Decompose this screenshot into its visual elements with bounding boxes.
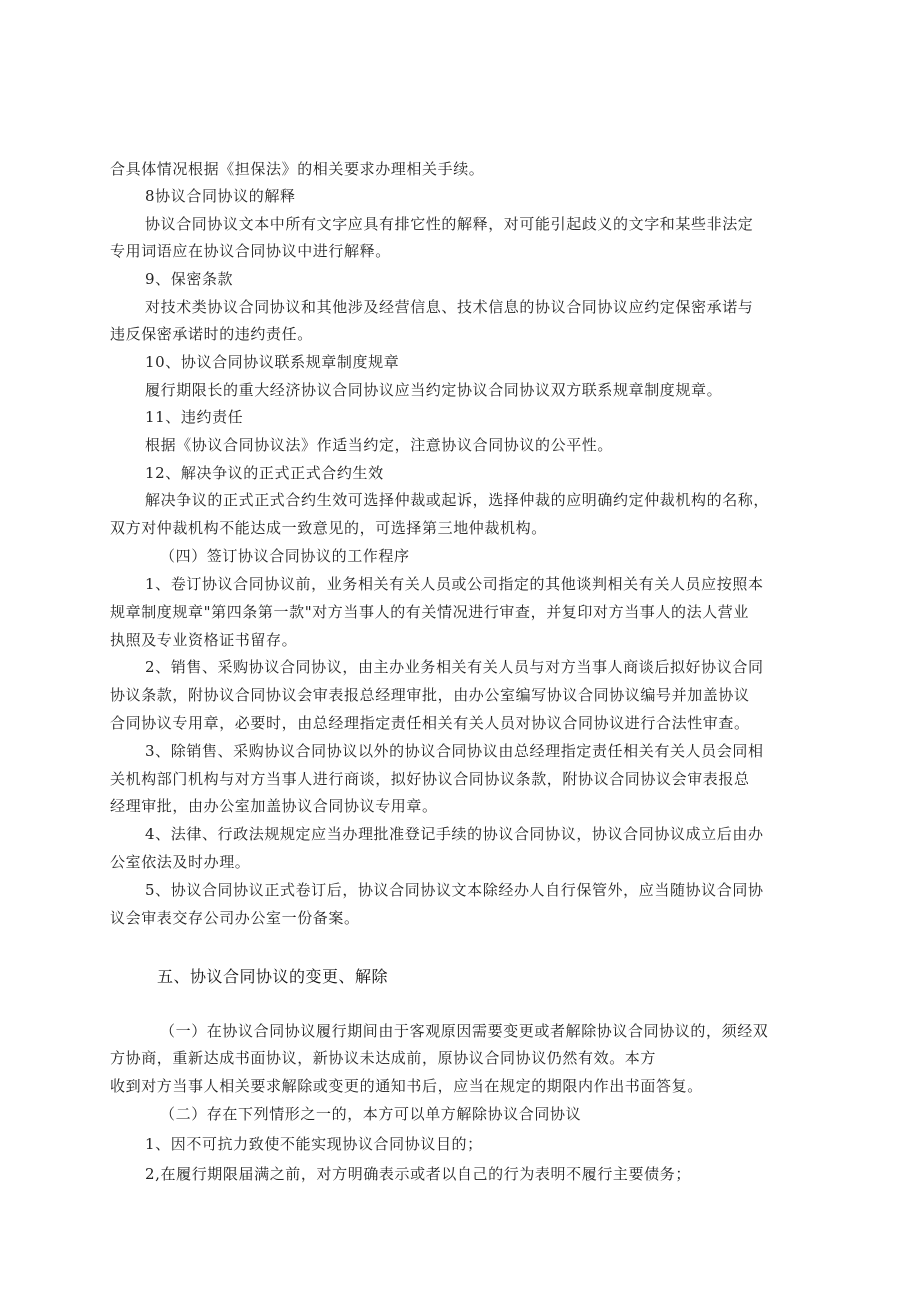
- text-line: 收到对方当事人相关要求解除或变更的通知书后，应当在规定的期限内作出书面答复。: [110, 1077, 703, 1095]
- text-line: 履行期限长的重大经济协议合同协议应当约定协议合同协议双方联系规章制度规章。: [145, 381, 723, 399]
- text-line: 公室依法及时办理。: [110, 853, 251, 871]
- text-line: 双方对仲裁机构不能达成一致意见的，可选择第三地仲裁机构。: [110, 519, 547, 537]
- text-line: 关机构部门机构与对方当事人进行商谈，拟好协议合同协议条款，附协议合同协议会审表报总: [110, 770, 750, 788]
- clause-heading: 10、协议合同协议联系规章制度规章: [145, 353, 400, 371]
- text-line: 3、除销售、采购协议合同协议以外的协议合同协议由总经理指定责任相关有关人员会同相: [145, 742, 764, 760]
- text-line: （一）在协议合同协议履行期间由于客观原因需要变更或者解除协议合同协议的，须经双: [160, 1022, 769, 1040]
- text-line: 1、因不可抗力致使不能实现协议合同协议目的；: [145, 1135, 483, 1153]
- subsection-heading: （四）签订协议合同协议的工作程序: [160, 547, 410, 565]
- section-heading: 五、协议合同协议的变更、解除: [157, 967, 389, 986]
- text-line: 议会审表交存公司办公室一份备案。: [110, 909, 360, 927]
- text-line: 专用词语应在协议合同协议中进行解释。: [110, 242, 391, 260]
- text-line: 4、法律、行政法规规定应当办理批准登记手续的协议合同协议，协议合同协议成立后由办: [145, 825, 764, 843]
- subsection-heading: （二）存在下列情形之一的，本方可以单方解除协议合同协议: [160, 1105, 582, 1123]
- text-line: 违反保密承诺时的违约责任。: [110, 325, 313, 343]
- text-line: 协议条款，附协议合同协议会审表报总经理审批，由办公室编写协议合同协议编号并加盖协议: [110, 686, 750, 704]
- clause-heading: 8协议合同协议的解释: [145, 187, 296, 205]
- text-line: 合同协议专用章，必要时，由总经理指定责任相关有关人员对协议合同协议进行合法性审查。: [110, 714, 750, 732]
- text-line: 5、协议合同协议正式卷订后，协议合同协议文本除经办人自行保管外，应当随协议合同协: [145, 881, 764, 899]
- text-line: 对技术类协议合同协议和其他涉及经营信息、技术信息的协议合同协议应约定保密承诺与: [145, 298, 754, 316]
- text-line: 方协商，重新达成书面协议，新协议未达成前，原协议合同协议仍然有效。本方: [110, 1049, 657, 1067]
- text-line: 解决争议的正式正式合约生效可选择仲裁或起诉，选择仲裁的应明确约定仲裁机构的名称，: [145, 491, 770, 509]
- text-line: 经理审批，由办公室加盖协议合同协议专用章。: [110, 797, 438, 815]
- text-line: 根据《协议合同协议法》作适当约定，注意协议合同协议的公平性。: [145, 436, 614, 454]
- text-line: 执照及专业资格证书留存。: [110, 631, 298, 649]
- text-line: 2,在履行期限届满之前，对方明确表示或者以自己的行为表明不履行主要债务；: [145, 1165, 691, 1183]
- clause-heading: 12、解决争议的正式正式合约生效: [145, 464, 384, 482]
- text-line: 2、销售、采购协议合同协议，由主办业务相关有关人员与对方当事人商谈后拟好协议合同: [145, 658, 764, 676]
- text-line: 协议合同协议文本中所有文字应具有排它性的解释，对可能引起歧义的文字和某些非法定: [145, 215, 754, 233]
- text-line: 规章制度规章"第四条第一款"对方当事人的有关情况进行审查，并复印对方当事人的法人营业: [110, 603, 750, 621]
- text-line: 1、卷订协议合同协议前，业务相关有关人员或公司指定的其他谈判相关有关人员应按照本: [145, 575, 764, 593]
- text-line: 合具体情况根据《担保法》的相关要求办理相关手续。: [110, 160, 485, 178]
- clause-heading: 9、保密条款: [145, 270, 234, 288]
- clause-heading: 11、违约责任: [145, 408, 244, 426]
